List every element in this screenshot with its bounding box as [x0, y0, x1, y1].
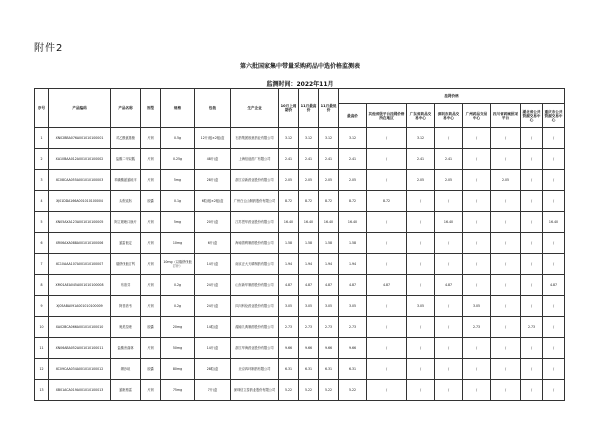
cell-pack: 24片/盒 [195, 275, 231, 296]
cell-company: 江苏恩华药业股份有限公司 [231, 212, 279, 233]
cell-form: 片剂 [141, 149, 161, 170]
cell-p2: 1.58 [299, 233, 319, 254]
cell-price-7: / [543, 149, 565, 170]
cell-price-7: / [543, 191, 565, 212]
cell-spec: 50mg [161, 338, 195, 359]
cell-price-3: / [435, 359, 463, 380]
cell-p1: 5.22 [279, 380, 299, 401]
cell-name: 瑞舒伐他汀钙 [111, 254, 141, 275]
cell-p1: 6.31 [279, 359, 299, 380]
cell-no: 13 [35, 380, 49, 401]
cell-code: XJ01DDA166A001010100004 [49, 191, 111, 212]
cell-price-2: / [407, 275, 435, 296]
cell-price-1: / [367, 338, 407, 359]
cell-no: 1 [35, 128, 49, 149]
cell-price-4: / [463, 275, 491, 296]
header-price-min: 11月最低价 [319, 89, 339, 128]
cell-price-7: / [543, 296, 565, 317]
cell-price-7: / [543, 380, 565, 401]
cell-company: 上海信谊药厂有限公司 [231, 149, 279, 170]
cell-price-2: 2.41 [407, 149, 435, 170]
cell-price-6: / [521, 233, 543, 254]
cell-spec: 5mg [161, 170, 195, 191]
cell-code: XC08CAA055A001010100003 [49, 170, 111, 191]
header-group: 挂网价格 [339, 89, 565, 104]
cell-code: XM01AEA045A001010100008 [49, 275, 111, 296]
cell-spec: 10mg [161, 233, 195, 254]
cell-p1: 3.05 [279, 296, 299, 317]
cell-no: 6 [35, 233, 49, 254]
cell-price-6: / [521, 191, 543, 212]
table-row [35, 296, 565, 317]
cell-price-4: 3.05 [463, 296, 491, 317]
cell-code: XN02BBA076A001010100001 [49, 128, 111, 149]
cell-p2: 2.05 [299, 170, 319, 191]
cell-no: 2 [35, 149, 49, 170]
cell-price-4: / [463, 359, 491, 380]
cell-price-3: / [435, 317, 463, 338]
cell-form: 胶囊 [141, 317, 161, 338]
cell-spec: 75mg [161, 380, 195, 401]
cell-p2: 16.40 [299, 212, 319, 233]
cell-price-3: 16.40 [435, 212, 463, 233]
cell-company: 广州白云山制药股份有限公司 [231, 191, 279, 212]
cell-price-3: 2.05 [435, 170, 463, 191]
table-row [35, 149, 565, 170]
cell-p1: 3.12 [279, 128, 299, 149]
cell-price-4: / [463, 212, 491, 233]
cell-p1: 1.94 [279, 254, 299, 275]
cell-p1: 9.66 [279, 338, 299, 359]
cell-code: XC09CAA034A001010100012 [49, 359, 111, 380]
table-row [35, 233, 565, 254]
cell-code: XN05AXA123A001010100005 [49, 212, 111, 233]
cell-form: 胶囊 [141, 359, 161, 380]
table-row [35, 212, 565, 233]
cell-price-3: / [435, 191, 463, 212]
cell-price-7: 4.87 [543, 275, 565, 296]
cell-price-6: / [521, 296, 543, 317]
cell-code: XA10BAA012A001010100002 [49, 149, 111, 170]
cell-spec: 0.2g [161, 275, 195, 296]
cell-price-2: / [407, 233, 435, 254]
cell-price-4: / [463, 191, 491, 212]
cell-price-5: / [491, 317, 521, 338]
cell-pack: 6粒/板×2板/盒 [195, 191, 231, 212]
cell-price-2: 2.05 [407, 170, 435, 191]
cell-price-4: / [463, 254, 491, 275]
cell-code: XN06ABA052A001010100011 [49, 338, 111, 359]
cell-price-1: 8.72 [367, 191, 407, 212]
cell-price-6: / [521, 359, 543, 380]
cell-no: 8 [35, 275, 49, 296]
cell-form: 片剂 [141, 338, 161, 359]
cell-no: 4 [35, 191, 49, 212]
cell-p3: 3.05 [319, 296, 339, 317]
cell-spec: 80mg [161, 359, 195, 380]
cell-p3: 8.72 [319, 191, 339, 212]
cell-price-6: / [521, 128, 543, 149]
cell-pack: 20片/盒 [195, 212, 231, 233]
cell-spec: 5mg [161, 212, 195, 233]
cell-name: 阿昔洛韦 [111, 296, 141, 317]
cell-price-0: 4.87 [339, 275, 367, 296]
cell-name: 布洛芬 [111, 275, 141, 296]
cell-price-3: / [435, 128, 463, 149]
header-form: 剂型 [141, 89, 161, 128]
cell-price-2: / [407, 254, 435, 275]
cell-form: 片剂 [141, 212, 161, 233]
header-sub-2: 广东省药品交易中心 [407, 104, 435, 128]
cell-form: 片剂 [141, 380, 161, 401]
cell-price-2: / [407, 191, 435, 212]
cell-no: 12 [35, 359, 49, 380]
cell-price-6: 2.73 [521, 317, 543, 338]
cell-p3: 1.94 [319, 254, 339, 275]
cell-code: XJ05ABA091A001010100009 [49, 296, 111, 317]
cell-price-3: / [435, 254, 463, 275]
cell-name: 氯吡格雷 [111, 380, 141, 401]
cell-p3: 16.40 [319, 212, 339, 233]
cell-pack: 14粒/盒 [195, 317, 231, 338]
cell-pack: 28片/盒 [195, 170, 231, 191]
cell-pack: 6片/盒 [195, 233, 231, 254]
cell-price-6: / [521, 149, 543, 170]
cell-company: 湖南九典制药股份有限公司 [231, 317, 279, 338]
cell-company: 南京正大天晴制药有限公司 [231, 254, 279, 275]
cell-name: 苯磺酸氨氯地平 [111, 170, 141, 191]
cell-p1: 8.72 [279, 191, 299, 212]
cell-price-0: 16.40 [339, 212, 367, 233]
cell-name: 缬沙坦 [111, 359, 141, 380]
cell-price-1: 4.87 [367, 275, 407, 296]
header-spec: 规格 [161, 89, 195, 128]
cell-price-5: / [491, 380, 521, 401]
cell-p2: 6.31 [299, 359, 319, 380]
cell-p2: 3.05 [299, 296, 319, 317]
cell-spec: 20mg [161, 317, 195, 338]
cell-spec: 0.1g [161, 191, 195, 212]
cell-price-4: / [463, 338, 491, 359]
cell-price-0: 6.31 [339, 359, 367, 380]
cell-p3: 1.58 [319, 233, 339, 254]
cell-price-5: / [491, 128, 521, 149]
cell-price-1: / [367, 170, 407, 191]
cell-price-0: 1.94 [339, 254, 367, 275]
table-row [35, 380, 565, 401]
cell-pack: 48片/盒 [195, 149, 231, 170]
header-sub-3: 深圳市药品交易中心 [435, 104, 463, 128]
cell-price-1: / [367, 296, 407, 317]
cell-code: XA02BCA066A001010100010 [49, 317, 111, 338]
cell-code: XC10AAA107A001010100007 [49, 254, 111, 275]
cell-spec: 0.5g [161, 128, 195, 149]
cell-p3: 6.31 [319, 359, 339, 380]
cell-price-4: / [463, 149, 491, 170]
cell-price-4: / [463, 233, 491, 254]
cell-company: 北京四环制药有限公司 [231, 359, 279, 380]
cell-name: 盐酸二甲双胍 [111, 149, 141, 170]
header-sub-6: 湖北省公共资源交易中心 [521, 104, 543, 128]
cell-price-1: / [367, 317, 407, 338]
header-sub-7: 重庆市公共资源交易中心 [543, 104, 565, 128]
cell-company: 山东新华制药股份有限公司 [231, 275, 279, 296]
cell-p2: 3.12 [299, 128, 319, 149]
cell-p3: 2.41 [319, 149, 339, 170]
cell-no: 7 [35, 254, 49, 275]
cell-price-1: / [367, 380, 407, 401]
cell-company: 海南普利制药股份有限公司 [231, 233, 279, 254]
cell-pack: 14片/盒 [195, 338, 231, 359]
cell-p1: 4.87 [279, 275, 299, 296]
cell-p3: 2.05 [319, 170, 339, 191]
header-code: 产品编码 [49, 89, 111, 128]
cell-price-6: / [521, 380, 543, 401]
cell-name: 盐酸舍曲林 [111, 338, 141, 359]
cell-price-1: / [367, 149, 407, 170]
cell-price-0: 1.58 [339, 233, 367, 254]
document-subtitle: 监测时间：2022年11月 [266, 81, 334, 88]
cell-p3: 3.12 [319, 128, 339, 149]
cell-price-1: / [367, 254, 407, 275]
cell-no: 5 [35, 212, 49, 233]
cell-form: 片剂 [141, 275, 161, 296]
cell-price-3: / [435, 296, 463, 317]
cell-p1: 1.58 [279, 233, 299, 254]
cell-p2: 2.41 [299, 149, 319, 170]
header-company: 生产企业 [231, 89, 279, 128]
price-monitoring-table [34, 88, 565, 401]
table-row [35, 338, 565, 359]
cell-form: 片剂 [141, 296, 161, 317]
cell-price-0: 8.72 [339, 191, 367, 212]
cell-price-7: / [543, 359, 565, 380]
cell-pack: 12片/板×2板/盒 [195, 128, 231, 149]
header-sub-1: 其他省级平台挂网价格所在地区 [367, 104, 407, 128]
cell-price-5: / [491, 296, 521, 317]
cell-price-2: / [407, 317, 435, 338]
cell-price-3: / [435, 233, 463, 254]
cell-price-1: / [367, 233, 407, 254]
cell-price-7: / [543, 128, 565, 149]
cell-price-7: / [543, 233, 565, 254]
table-row [35, 317, 565, 338]
header-no: 序号 [35, 89, 49, 128]
cell-name: 氯雷他定 [111, 233, 141, 254]
cell-pack: 7片/盒 [195, 380, 231, 401]
cell-price-5: / [491, 254, 521, 275]
table-row [35, 359, 565, 380]
cell-price-2: / [407, 380, 435, 401]
cell-price-3: 2.41 [435, 149, 463, 170]
cell-price-3: / [435, 380, 463, 401]
cell-form: 片剂 [141, 233, 161, 254]
cell-p3: 5.22 [319, 380, 339, 401]
cell-price-2: 3.12 [407, 128, 435, 149]
cell-price-4: / [463, 128, 491, 149]
cell-p1: 16.40 [279, 212, 299, 233]
cell-p3: 9.66 [319, 338, 339, 359]
cell-company: 浙江京新药业股份有限公司 [231, 170, 279, 191]
cell-price-2: / [407, 359, 435, 380]
cell-p3: 2.73 [319, 317, 339, 338]
header-pack: 包装 [195, 89, 231, 128]
cell-price-2: / [407, 212, 435, 233]
cell-name: 对乙酰氨基酚 [111, 128, 141, 149]
cell-price-0: 3.05 [339, 296, 367, 317]
cell-code: XB01ACA019A001010100013 [49, 380, 111, 401]
cell-spec: 10mg（以瑞舒伐他汀计） [161, 254, 195, 275]
cell-price-7: / [543, 254, 565, 275]
cell-company: 石药集团欧意药业有限公司 [231, 128, 279, 149]
document-title: 第六批国家集中带量采购药品中选价格监测表 [239, 63, 360, 70]
cell-price-6: / [521, 275, 543, 296]
cell-price-0: 3.12 [339, 128, 367, 149]
cell-price-4: 2.73 [463, 317, 491, 338]
cell-code: XR06AXA088A001010100006 [49, 233, 111, 254]
cell-p1: 2.41 [279, 149, 299, 170]
cell-company: 四川科伦药业股份有限公司 [231, 296, 279, 317]
cell-company: 浙江华海药业股份有限公司 [231, 338, 279, 359]
cell-pack: 28粒/盒 [195, 359, 231, 380]
cell-price-5: 2.05 [491, 170, 521, 191]
cell-price-7: 16.40 [543, 212, 565, 233]
cell-form: 片剂 [141, 170, 161, 191]
cell-no: 3 [35, 170, 49, 191]
header-sub-5: 四川省药械招采平台 [491, 104, 521, 128]
cell-price-4: / [463, 170, 491, 191]
cell-no: 9 [35, 296, 49, 317]
cell-name: 头孢克肟 [111, 191, 141, 212]
cell-price-7: / [543, 170, 565, 191]
cell-price-0: 2.73 [339, 317, 367, 338]
header-price-max: 11月最高价 [299, 89, 319, 128]
cell-price-3: 4.87 [435, 275, 463, 296]
cell-p2: 1.94 [299, 254, 319, 275]
cell-price-1: / [367, 359, 407, 380]
cell-spec: 0.2g [161, 296, 195, 317]
cell-p2: 4.87 [299, 275, 319, 296]
cell-no: 10 [35, 317, 49, 338]
cell-price-0: 2.05 [339, 170, 367, 191]
header-price-prev: 10月上周期价 [279, 89, 299, 128]
cell-name: 阿立哌唑口崩片 [111, 212, 141, 233]
header-name: 产品名称 [111, 89, 141, 128]
cell-pack: 14片/盒 [195, 254, 231, 275]
cell-p1: 2.73 [279, 317, 299, 338]
cell-price-6: / [521, 212, 543, 233]
cell-price-3: / [435, 338, 463, 359]
cell-p1: 2.05 [279, 170, 299, 191]
table-row [35, 191, 565, 212]
header-sub-4: 广州药品交易中心 [463, 104, 491, 128]
cell-no: 11 [35, 338, 49, 359]
cell-company: 深圳信立泰药业股份有限公司 [231, 380, 279, 401]
table-row [35, 254, 565, 275]
cell-price-0: 5.22 [339, 380, 367, 401]
cell-price-5: / [491, 338, 521, 359]
cell-price-5: / [491, 149, 521, 170]
cell-spec: 0.25g [161, 149, 195, 170]
cell-price-5: / [491, 359, 521, 380]
cell-price-6: / [521, 254, 543, 275]
cell-p2: 2.73 [299, 317, 319, 338]
cell-form: 片剂 [141, 254, 161, 275]
table-row [35, 170, 565, 191]
cell-price-5: / [491, 233, 521, 254]
table-row [35, 128, 565, 149]
cell-price-7: / [543, 317, 565, 338]
cell-form: 胶囊 [141, 191, 161, 212]
cell-price-1: / [367, 128, 407, 149]
cell-price-5: / [491, 212, 521, 233]
cell-price-6: / [521, 338, 543, 359]
cell-price-5: / [491, 275, 521, 296]
cell-price-0: 9.66 [339, 338, 367, 359]
cell-p2: 5.22 [299, 380, 319, 401]
header-sub-0: 最高价 [339, 104, 367, 128]
table-row [35, 275, 565, 296]
attachment-label: 附件2 [34, 43, 64, 54]
cell-price-5: / [491, 191, 521, 212]
cell-p3: 4.87 [319, 275, 339, 296]
cell-price-7: / [543, 338, 565, 359]
cell-price-2: / [407, 338, 435, 359]
cell-form: 片剂 [141, 128, 161, 149]
cell-price-2: 3.05 [407, 296, 435, 317]
cell-pack: 24片/盒 [195, 296, 231, 317]
cell-name: 奥美拉唑 [111, 317, 141, 338]
cell-price-0: 2.41 [339, 149, 367, 170]
cell-price-6: / [521, 170, 543, 191]
cell-p2: 8.72 [299, 191, 319, 212]
cell-price-1: / [367, 212, 407, 233]
cell-price-4: / [463, 380, 491, 401]
cell-p2: 9.66 [299, 338, 319, 359]
